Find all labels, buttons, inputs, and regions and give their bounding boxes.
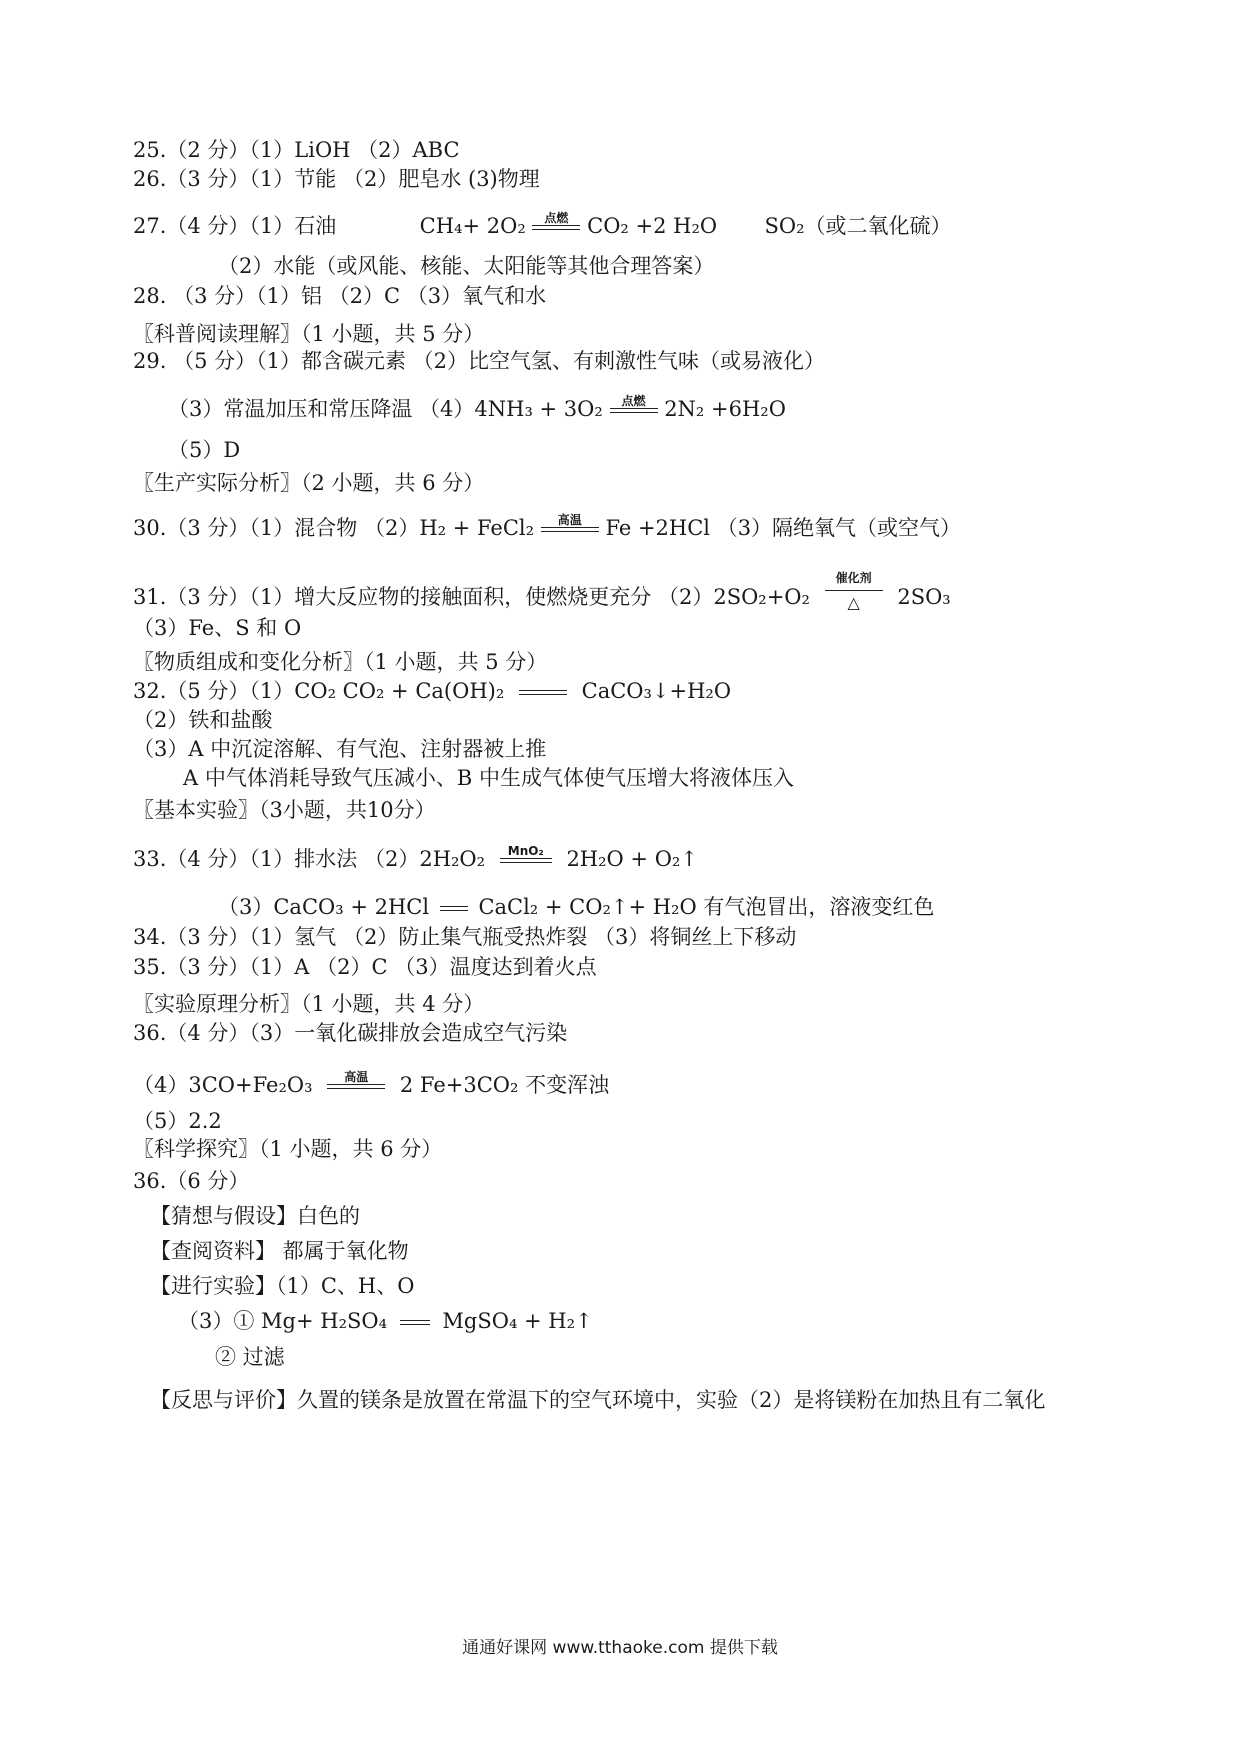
equation-rhs: 2SO₃ [897,585,951,609]
equation-rhs: 2N₂ +6H₂O [664,397,786,421]
reaction-arrow [825,571,883,612]
section-heading-composition: 〖物质组成和变化分析〗（1 小题，共 5 分） [133,650,548,674]
answer-37-title: 36.（6 分） [133,1169,250,1193]
section-heading-principle: 〖实验原理分析〗（1 小题，共 4 分） [133,992,485,1016]
answer-31 [133,571,951,612]
answer-31-prefix: 31.（3 分）（1）增大反应物的接触面积，使燃烧更充分 （2）2SO₂+O₂ [133,585,810,609]
reaction-arrow [327,1070,385,1089]
answer-29-line3: （5）D [168,438,241,462]
answer-33b-prefix: （3）CaCO₃ + 2HCl [218,895,430,919]
answer-33-line2 [218,893,934,921]
reaction-condition: 点燃 [544,211,569,225]
reaction-arrow [440,906,468,911]
answer-33-prefix: 33.（4 分）（1）排水法 （2）2H₂O₂ [133,847,486,871]
reaction-arrow [541,513,599,532]
section-heading-basic-experiment: 〖基本实验〗（3小题，共10分） [133,798,436,822]
answer-29-line1: 29. （5 分）（1）都含碳元素 （2）比空气氢、有刺激性气味（或易液化） [133,349,826,373]
reaction-arrow [532,211,580,230]
reaction-arrow [500,844,552,863]
answer-34: 34.（3 分）（1）氢气 （2）防止集气瓶受热炸裂 （3）将铜丝上下移动 [133,925,797,949]
section-heading-reading: 〖科普阅读理解〗（1 小题，共 5 分） [133,322,485,346]
answer-29-prefix: （3）常温加压和常压降温 （4）4NH₃ + 3O₂ [168,397,603,421]
page-footer: 通通好课网 www.tthaoke.com 提供下载 [462,1638,778,1658]
equation-rhs: 2H₂O + O₂↑ [566,847,698,871]
reaction-condition: MnO₂ [507,844,544,858]
equation-rhs: 2 Fe+3CO₂ 不变浑浊 [399,1073,610,1097]
answer-27-line2: （2）水能（或风能、核能、太阳能等其他合理答案） [218,254,715,278]
reaction-arrow [610,394,658,413]
answer-33b-rhs: CaCl₂ + CO₂↑+ H₂O 有气泡冒出，溶液变红色 [478,895,935,919]
answer-37-hypothesis: 【猜想与假设】白色的 [150,1204,360,1228]
answer-25: 25.（2 分）（1）LiOH （2）ABC [133,138,460,162]
answer-33-line1 [133,845,698,873]
equation-rhs: MgSO₄ + H₂↑ [442,1309,593,1333]
answer-27-prefix: 27.（4 分）（1）石油 [133,214,337,238]
answer-36-line2 [133,1071,609,1099]
answer-31-line2: （3）Fe、S 和 O [133,616,302,640]
answer-29-line2 [168,395,786,423]
answer-36-prefix: （4）3CO+Fe₂O₃ [133,1073,313,1097]
answer-35: 35.（3 分）（1）A （2）C （3）温度达到着火点 [133,955,597,979]
answer-32-line4: A 中气体消耗导致气压减小、B 中生成气体使气压增大将液体压入 [183,766,794,790]
answer-37-prefix: （3）① Mg+ H₂SO₄ [178,1309,388,1333]
answer-37-filter: ② 过滤 [215,1345,285,1369]
reaction-arrow [519,690,567,695]
section-heading-inquiry: 〖科学探究〗（1 小题，共 6 分） [133,1137,443,1161]
answer-30 [133,514,961,542]
answer-37-experiment: 【进行实验】（1）C、H、O [150,1274,415,1298]
reaction-arrow [400,1320,430,1325]
reaction-condition: 点燃 [621,394,646,408]
answer-28: 28. （3 分）（1）铝 （2）C （3）氧气和水 [133,284,547,308]
answer-30-rhs: Fe +2HCl （3）隔绝氧气（或空气） [605,516,962,540]
reaction-condition: 催化剂 [835,571,872,585]
answer-26: 26.（3 分）（1）节能 （2）肥皂水 (3)物理 [133,167,540,191]
answer-32-prefix: 32.（5 分）（1）CO₂ CO₂ + Ca(OH)₂ [133,679,505,703]
section-heading-production: 〖生产实际分析〗（2 小题，共 6 分） [133,471,485,495]
answer-36-line1: 36.（4 分）（3）一氧化碳排放会造成空气污染 [133,1021,568,1045]
answer-37-equation [178,1307,593,1335]
answer-37-reflection: 【反思与评价】久置的镁条是放置在常温下的空气环境中，实验（2）是将镁粉在加热且有二氧化 [150,1388,1046,1412]
equation-rhs: CO₂ +2 H₂O [587,214,718,238]
answer-32-line2: （2）铁和盐酸 [133,708,273,732]
answer-32-line1 [133,677,731,705]
answer-30-prefix: 30.（3 分）（1）混合物 （2）H₂ + FeCl₂ [133,516,535,540]
heat-symbol: △ [847,593,860,612]
answer-27-tail: SO₂（或二氧化硫） [764,214,952,238]
equation-lhs: CH₄+ 2O₂ [419,214,526,238]
reaction-condition: 高温 [557,513,582,527]
answer-37-references: 【查阅资料】 都属于氧化物 [150,1239,409,1263]
answer-27-line1 [133,212,952,240]
answer-32-line3: （3）A 中沉淀溶解、有气泡、注射器被上推 [133,737,547,761]
answer-36-line3: （5）2.2 [133,1109,222,1133]
reaction-condition: 高温 [344,1070,369,1084]
equation-rhs: CaCO₃↓+H₂O [581,679,732,703]
